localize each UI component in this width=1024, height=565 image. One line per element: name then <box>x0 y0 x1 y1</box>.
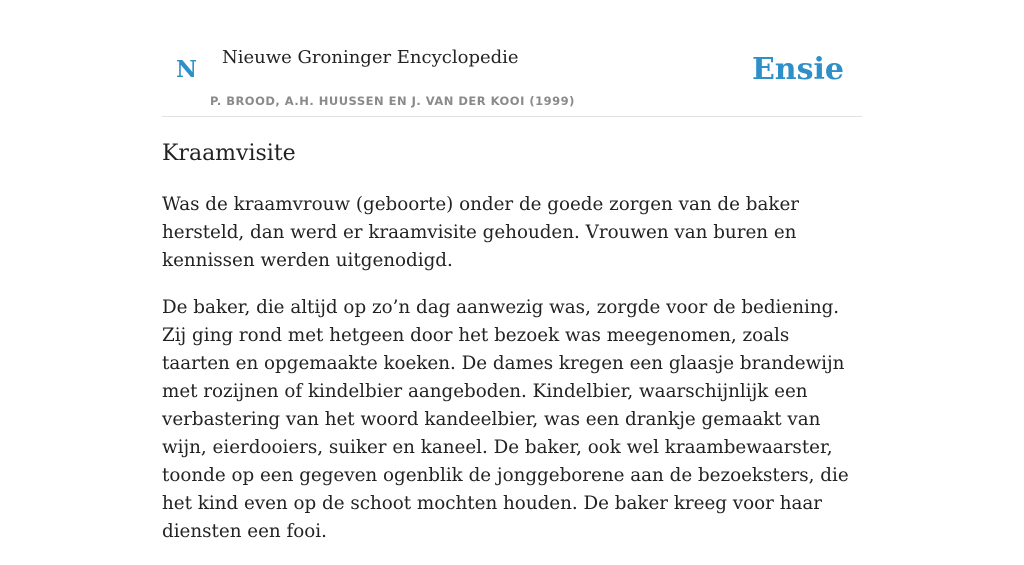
book-authors: P. BROOD, A.H. HUUSSEN EN J. VAN DER KOOI (1999) <box>210 94 575 108</box>
article-paragraph: De baker, die altijd op zo’n dag aanwezig was, zorgde voor de bediening. Zij ging rond met hetgeen door het bezoek was meegenomen, zoals taarten en opgemaakte koeken. De dames kregen een glaasje brandewijn met rozijnen of kindelbier aangeboden. Kindelbier, waarschijnlijk een verbastering van het woord kandeelbier, was een drankje gemaakt van wijn, eierdooiers, suiker en kaneel. De baker, ook wel kraambewaarster, toonde op een gegeven ogenblik de jonggeborene aan de bezoeksters, die het kind even op de schoot mochten houden. De baker kreeg voor haar diensten een fooi. <box>162 297 849 542</box>
book-title-link[interactable]: Nieuwe Groninger Encyclopedie <box>222 47 519 68</box>
encyclopedia-logo[interactable]: N <box>176 56 198 83</box>
article-paragraph: Was de kraamvrouw (geboorte) onder de goede zorgen van de baker hersteld, dan werd er kraamvisite gehouden. Vrouwen van buren en kennissen werden uitgenodigd. <box>162 194 800 271</box>
article <box>162 138 862 565</box>
article-title: Kraamvisite <box>162 141 296 166</box>
header <box>162 0 862 117</box>
ensie-logo-link[interactable]: Ensie <box>751 52 844 87</box>
